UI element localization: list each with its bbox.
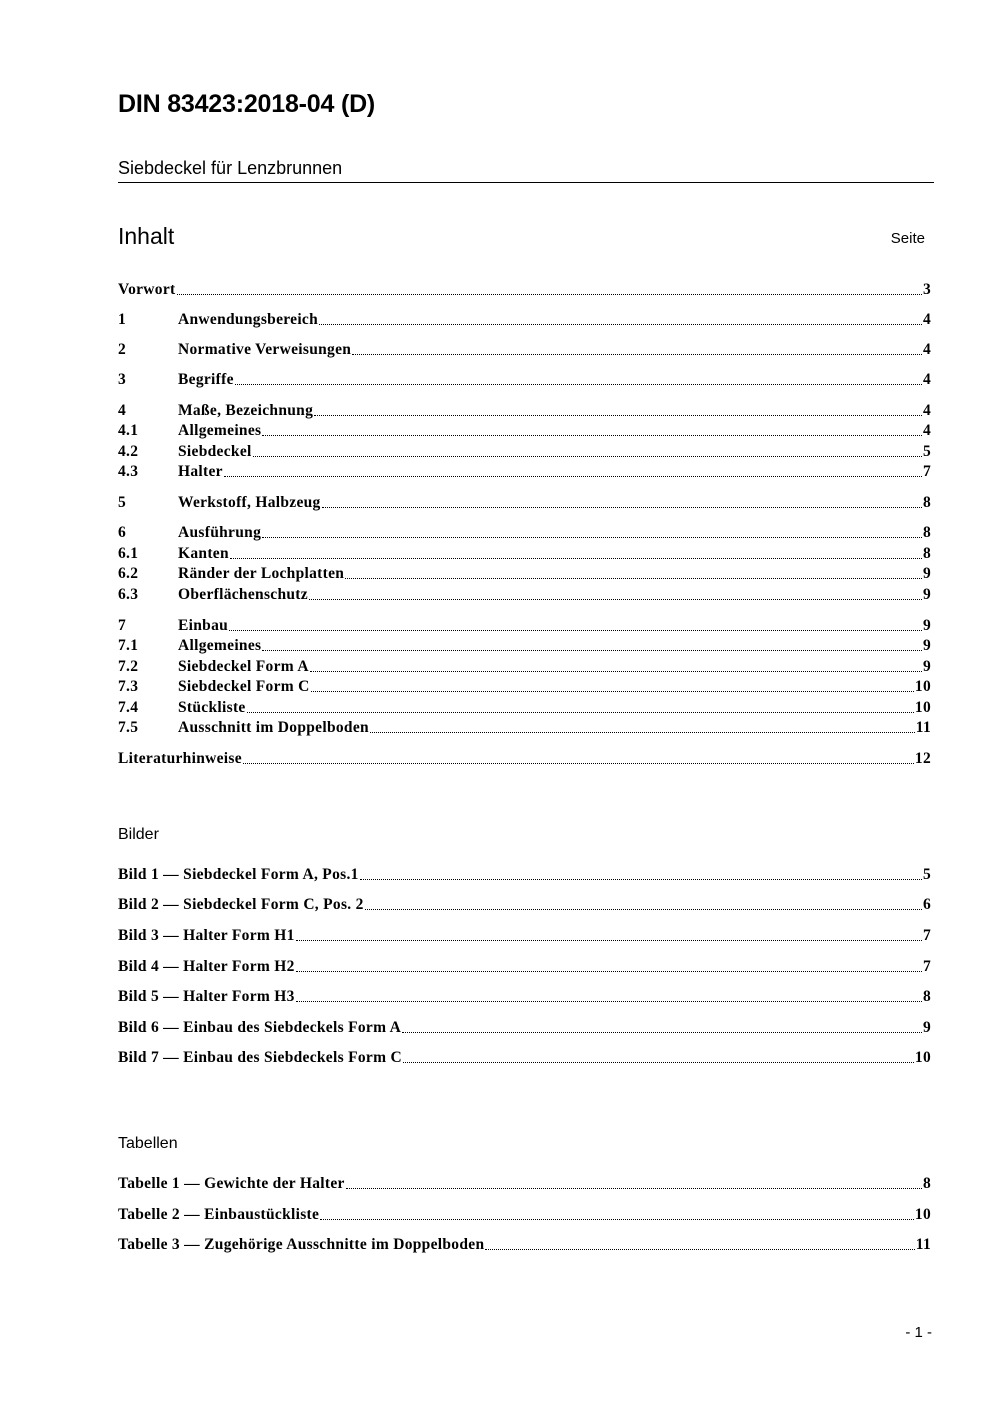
document-subtitle: Siebdeckel für Lenzbrunnen	[118, 158, 934, 183]
figure-entry-title: Bild 4 — Halter Form H2	[118, 958, 295, 975]
toc-entry-title: Einbau	[178, 617, 229, 634]
table-entry-title: Tabelle 1 — Gewichte der Halter	[118, 1175, 345, 1192]
dot-leader	[485, 1235, 914, 1250]
document-title: DIN 83423:2018-04 (D)	[118, 90, 376, 118]
figure-entry[interactable]	[118, 865, 931, 885]
toc-entry-page: 10	[914, 699, 931, 716]
toc-entry-page: 10	[914, 678, 931, 695]
dot-leader	[370, 718, 915, 733]
toc-entry-number: 4.1	[118, 422, 139, 439]
figure-entry[interactable]	[118, 987, 931, 1007]
dot-leader	[230, 544, 922, 559]
toc-entry[interactable]	[118, 523, 931, 543]
toc-entry-page: 7	[922, 463, 931, 480]
dot-leader	[352, 340, 922, 355]
figure-entry-page: 7	[922, 958, 931, 975]
toc-entry-title: Vorwort	[118, 281, 176, 298]
toc-entry-title: Werkstoff, Halbzeug	[178, 494, 321, 511]
toc-entry-title: Siebdeckel Form C	[178, 678, 310, 695]
dot-leader	[243, 749, 914, 764]
toc-entry-title: Siebdeckel	[178, 443, 252, 460]
figure-entry-page: 9	[922, 1019, 931, 1036]
dot-leader	[345, 564, 922, 579]
toc-entry[interactable]	[118, 493, 931, 513]
toc-heading: Inhalt	[118, 223, 175, 249]
toc-entry-page: 4	[922, 311, 931, 328]
dot-leader	[296, 926, 922, 941]
toc-entry-number: 7.3	[118, 678, 139, 695]
toc-entry-page: 4	[922, 341, 931, 358]
toc-entry-title: Ausführung	[178, 524, 262, 541]
toc-entry-title: Halter	[178, 463, 223, 480]
toc-entry-page: 8	[922, 524, 931, 541]
toc-entry-number: 2	[118, 341, 127, 358]
toc-entry-page: 3	[922, 281, 931, 298]
toc-entry-number: 1	[118, 311, 127, 328]
table-entry[interactable]	[118, 1235, 931, 1255]
toc-entry[interactable]	[118, 718, 931, 738]
dot-leader	[262, 636, 922, 651]
toc-entry-page: 8	[922, 545, 931, 562]
figure-entry-title: Bild 7 — Einbau des Siebdeckels Form C	[118, 1049, 402, 1066]
toc-entry-number: 7	[118, 617, 127, 634]
toc-entry-title: Allgemeines	[178, 637, 262, 654]
figure-entry[interactable]	[118, 926, 931, 946]
dot-leader	[253, 442, 922, 457]
toc-entry[interactable]	[118, 340, 931, 360]
toc-entry[interactable]	[118, 698, 931, 718]
figure-entry-page: 7	[922, 927, 931, 944]
toc-entry-number: 6	[118, 524, 127, 541]
toc-entry[interactable]	[118, 370, 931, 390]
toc-entry[interactable]	[118, 310, 931, 330]
dot-leader	[322, 493, 922, 508]
dot-leader	[262, 421, 922, 436]
dot-leader	[296, 957, 922, 972]
toc-entry[interactable]	[118, 421, 931, 441]
toc-entry[interactable]	[118, 749, 931, 769]
tables-heading: Tabellen	[118, 1135, 178, 1152]
toc-entry-number: 6.1	[118, 545, 139, 562]
toc-entry-number: 4	[118, 402, 127, 419]
dot-leader	[177, 280, 922, 295]
toc-entry-title: Maße, Bezeichnung	[178, 402, 314, 419]
toc-entry-number: 4.2	[118, 443, 139, 460]
page-number: - 1 -	[905, 1324, 932, 1341]
toc-entry-page: 12	[914, 750, 931, 767]
toc-entry-title: Stückliste	[178, 699, 246, 716]
dot-leader	[403, 1048, 914, 1063]
figure-entry-title: Bild 1 — Siebdeckel Form A, Pos.1	[118, 866, 359, 883]
dot-leader	[309, 585, 922, 600]
figure-entry[interactable]	[118, 1048, 931, 1068]
toc-entry[interactable]	[118, 677, 931, 697]
toc-entry-page: 9	[922, 565, 931, 582]
figure-entry-title: Bild 3 — Halter Form H1	[118, 927, 295, 944]
toc-entry-title: Ausschnitt im Doppelboden	[178, 719, 369, 736]
toc-entry-number: 5	[118, 494, 127, 511]
toc-entry[interactable]	[118, 585, 931, 605]
figures-heading: Bilder	[118, 826, 159, 843]
toc-entry[interactable]	[118, 462, 931, 482]
toc-entry-number: 7.5	[118, 719, 139, 736]
toc-page-column-label: Seite	[890, 230, 925, 247]
figure-entry-page: 8	[922, 988, 931, 1005]
figure-entry-page: 10	[914, 1049, 931, 1066]
toc-entry-page: 4	[922, 371, 931, 388]
toc-entry[interactable]	[118, 442, 931, 462]
toc-entry-title: Oberflächenschutz	[178, 586, 308, 603]
table-entry-page: 11	[915, 1236, 931, 1253]
toc-entry[interactable]	[118, 657, 931, 677]
dot-leader	[320, 1205, 914, 1220]
dot-leader	[235, 370, 922, 385]
toc-entry[interactable]	[118, 544, 931, 564]
dot-leader	[310, 657, 922, 672]
toc-entry[interactable]	[118, 401, 931, 421]
figure-entry-title: Bild 2 — Siebdeckel Form C, Pos. 2	[118, 896, 364, 913]
table-entry-title: Tabelle 2 — Einbaustückliste	[118, 1206, 320, 1223]
toc-entry-number: 7.4	[118, 699, 139, 716]
toc-entry-title: Anwendungsbereich	[178, 311, 319, 328]
toc-entry-page: 9	[922, 617, 931, 634]
table-entry-page: 8	[922, 1175, 931, 1192]
dot-leader	[247, 698, 914, 713]
toc-entry-page: 11	[915, 719, 931, 736]
toc-entry-page: 9	[922, 637, 931, 654]
dot-leader	[402, 1018, 922, 1033]
toc-entry-page: 9	[922, 658, 931, 675]
table-entry-title: Tabelle 3 — Zugehörige Ausschnitte im Doppelboden	[118, 1236, 485, 1253]
figure-entry[interactable]	[118, 895, 931, 915]
toc-entry-number: 7.2	[118, 658, 139, 675]
dot-leader	[262, 523, 922, 538]
toc-entry-page: 4	[922, 402, 931, 419]
dot-leader	[360, 865, 922, 880]
toc-entry-page: 5	[922, 443, 931, 460]
toc-entry-title: Normative Verweisungen	[178, 341, 352, 358]
toc-entry-number: 7.1	[118, 637, 139, 654]
toc-entry-page: 4	[922, 422, 931, 439]
toc-entry[interactable]	[118, 564, 931, 584]
toc-entry-title: Kanten	[178, 545, 229, 562]
toc-entry[interactable]	[118, 616, 931, 636]
toc-entry-number: 6.3	[118, 586, 139, 603]
table-entry[interactable]	[118, 1174, 931, 1194]
table-entry[interactable]	[118, 1205, 931, 1225]
toc-entry-number: 4.3	[118, 463, 139, 480]
toc-entry-title: Literaturhinweise	[118, 750, 242, 767]
toc-entry-page: 8	[922, 494, 931, 511]
dot-leader	[365, 895, 922, 910]
figure-entry-page: 6	[922, 896, 931, 913]
toc-entry-title: Ränder der Lochplatten	[178, 565, 345, 582]
dot-leader	[314, 401, 922, 416]
dot-leader	[229, 616, 922, 631]
dot-leader	[311, 677, 914, 692]
toc-entry-title: Allgemeines	[178, 422, 262, 439]
figure-entry-title: Bild 5 — Halter Form H3	[118, 988, 295, 1005]
toc-entry[interactable]	[118, 280, 931, 300]
figure-entry-title: Bild 6 — Einbau des Siebdeckels Form A	[118, 1019, 402, 1036]
toc-entry[interactable]	[118, 636, 931, 656]
figure-entry[interactable]	[118, 957, 931, 977]
figure-entry-page: 5	[922, 866, 931, 883]
toc-entry-page: 9	[922, 586, 931, 603]
toc-entry-number: 3	[118, 371, 127, 388]
toc-entry-title: Siebdeckel Form A	[178, 658, 309, 675]
dot-leader	[296, 987, 922, 1002]
dot-leader	[224, 462, 922, 477]
dot-leader	[319, 310, 922, 325]
dot-leader	[346, 1174, 922, 1189]
table-entry-page: 10	[914, 1206, 931, 1223]
figure-entry[interactable]	[118, 1018, 931, 1038]
toc-entry-title: Begriffe	[178, 371, 234, 388]
toc-entry-number: 6.2	[118, 565, 139, 582]
